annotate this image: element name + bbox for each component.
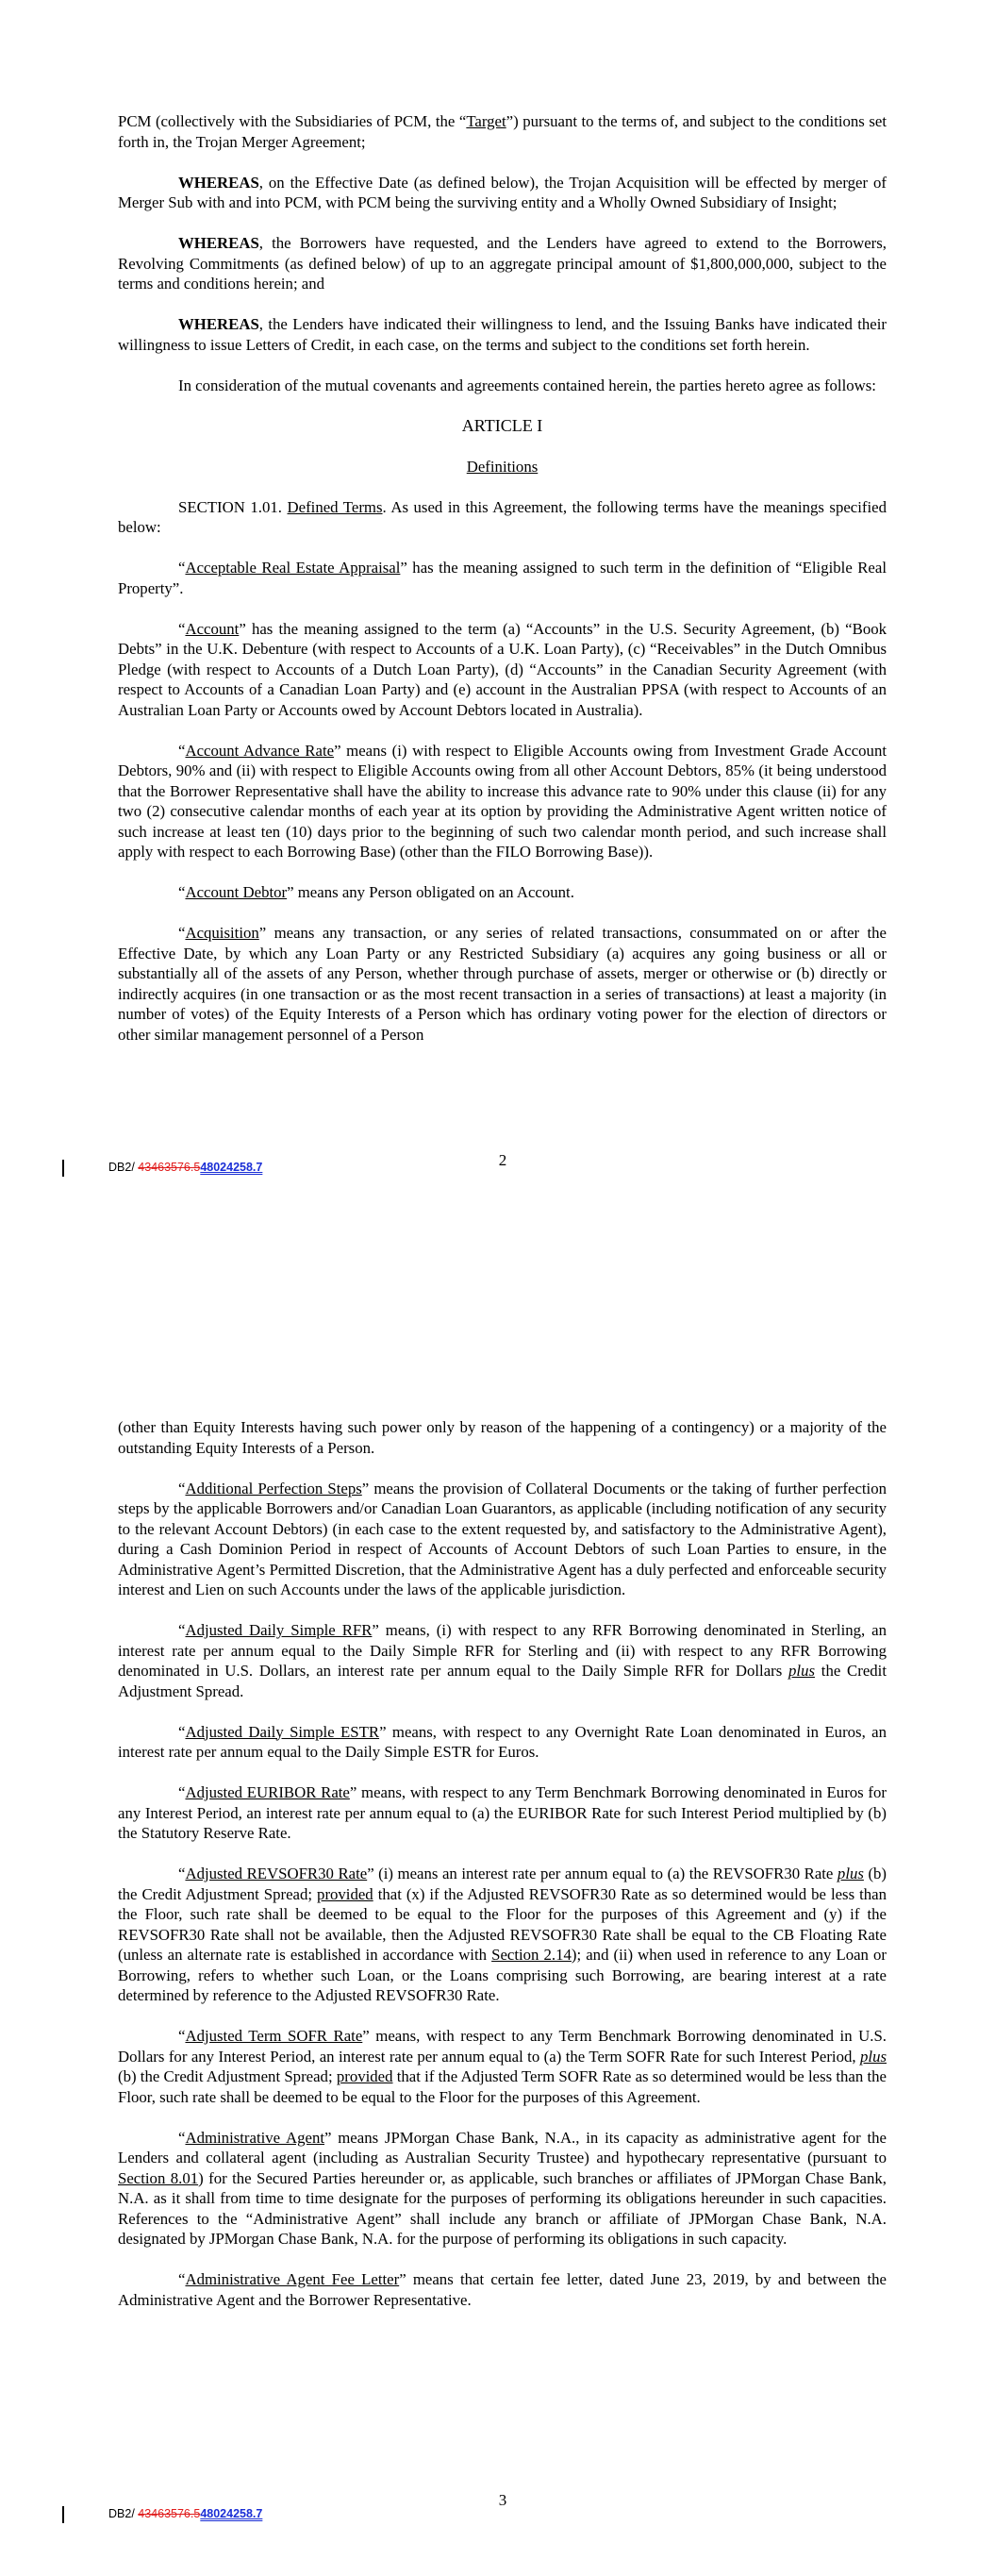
text-run: “: [178, 1865, 186, 1882]
text-run: ” means, with respect to any Overnight Rate Loan denominated in Euros, an interest rate per annum equal to the Daily Simple ESTR for Euros.: [118, 1722, 887, 1761]
paragraph: [118, 233, 887, 294]
text-run: “: [178, 924, 186, 942]
text-run: ” means, with respect to any Term Benchmark Borrowing denominated in Euros for any Interest Period, an interest rate per annum equal to (a) the EURIBOR Rate for such Interest Period multiplied by (b) the Statutory Reserve Rate.: [118, 1783, 887, 1842]
text-run: (other than Equity Interests having such power only by reason of the happening of a contingency) or a majority of the outstanding Equity Interests of a Person.: [118, 1418, 887, 1457]
paragraph: [118, 376, 887, 396]
text-run: PCM (collectively with the Subsidiaries of PCM, the “: [118, 112, 467, 130]
text-run: ” has the meaning assigned to such term in the definition of “Eligible Real Property”.: [118, 559, 887, 597]
defined-term: Administrative Agent: [185, 2128, 325, 2147]
paragraph: [118, 2269, 887, 2310]
text-run: ” means, with respect to any Term Benchmark Borrowing denominated in U.S. Dollars for any Interest Period, an interest rate per annum equal to (a) the Term SOFR Rate for such Interest Period,: [118, 2027, 887, 2066]
paragraph: [118, 1864, 887, 2006]
text-run: “: [178, 2128, 186, 2147]
paragraph: [118, 2026, 887, 2107]
text-run: ” means that certain fee letter, dated June 23, 2019, by and between the Administrative Agent and the Borrower Representative.: [118, 2270, 887, 2309]
defined-term: provided: [336, 2067, 393, 2085]
defined-term: Acquisition: [185, 924, 259, 942]
document-page: [0, 1297, 995, 2576]
defined-term: Target: [466, 112, 506, 130]
text-run: , the Lenders have indicated their willingness to lend, and the Issuing Banks have indicated their willingness to issue Letters of Credit, in each case, on the terms and subject to the conditions set forth herein.: [118, 315, 887, 354]
paragraph: [118, 619, 887, 721]
paragraph: [118, 173, 887, 213]
defined-term: Section 8.01: [118, 2168, 199, 2187]
defined-term: Defined Terms: [287, 497, 383, 516]
text-run: (b) the Credit Adjustment Spread;: [118, 1865, 887, 1903]
text-run: “: [178, 741, 186, 760]
change-bar: [62, 2506, 64, 2523]
doc-id-prefix: DB2/: [108, 2507, 139, 2520]
text-run: “: [178, 1479, 186, 1497]
doc-id-deleted: 43463576.5: [138, 1161, 201, 1174]
paragraph: [118, 923, 887, 1045]
text-run: “: [178, 883, 186, 901]
text-run: ”) pursuant to the terms of, and subject to the conditions set forth in, the Trojan Merger Agreement;: [118, 112, 887, 151]
text-run: ) for the Secured Parties hereunder or, as applicable, such branches or affiliates of JPMorgan Chase Bank, N.A. as it shall from time to time designate for the purposes of performing its obligations hereunder in such capacities. References to the “Administrative Agent” shall include any branch or affiliate of JPMorgan Chase Bank, N.A. designated by JPMorgan Chase Bank, N.A. for the purpose of performing its obligations in such capacity.: [118, 2168, 887, 2248]
paragraph: [118, 1620, 887, 1701]
text-run: “: [178, 1783, 186, 1801]
paragraph: [118, 741, 887, 862]
text-run: ” means, (i) with respect to any RFR Borrowing denominated in Sterling, an interest rate per annum equal to the Daily Simple RFR for Sterling and (ii) with respect to any RFR Borrowing denominated in U.S. Dollars, an interest rate per annum equal to the Daily Simple RFR for Dollars: [118, 1621, 887, 1680]
text-run: the Credit Adjustment Spread.: [118, 1662, 887, 1700]
text-run: ” means (i) with respect to Eligible Accounts owing from Investment Grade Account Debtors, 90% and (ii) with respect to Eligible Accounts owing from all other Account Debtors, 85% (it being understood that the Borrower Representative shall have the ability to increase this advance rate to 90% under this clause (ii) for any two (2) consecutive calendar months of each year at its option by providing the Administrative Agent written notice of such increase at least ten (10) days prior to the beginning of such two calendar month period, and such increase shall apply with respect to each Borrowing Base) (other than the FILO Borrowing Base)).: [118, 741, 887, 861]
defined-term: Adjusted Daily Simple ESTR: [185, 1722, 380, 1741]
page-number: 2: [498, 1151, 507, 1169]
paragraph: [118, 1479, 887, 1600]
doc-id-deleted: 43463576.5: [138, 2507, 201, 2520]
defined-term: Definitions: [466, 457, 539, 476]
paragraph: [118, 497, 887, 538]
text-run: ” has the meaning assigned to the term (a) “Accounts” in the U.S. Security Agreement, (b) “Book Debts” in the U.K. Debenture (with respect to Accounts of a U.K. Loan Party), (c) “Receivables” in the Dutch Omnibus Pledge (with respect to Accounts of a Dutch Loan Party), (d) “Accounts” in the Canadian Security Agreement (with respect to Accounts of a Canadian Loan Party) and (e) account in the Australian PPSA (with respect to Accounts of an Australian Loan Party or Accounts owed by Account Debtors located in Australia).: [118, 619, 887, 719]
text-run: that (x) if the Adjusted REVSOFR30 Rate as so determined would be less than the Floor, such rate shall be deemed to be equal to the Floor for the purposes of this Agreement and (y) if the REVSOFR30 Rate shall not be available, then the Adjusted REVSOFR30 Rate shall be equal to the CB Floating Rate (unless an alternate rate is established in accordance with: [118, 1884, 887, 1964]
section-heading: [118, 457, 887, 477]
paragraph: [118, 111, 887, 152]
text-run: “: [178, 2270, 186, 2288]
text-run: ” means any transaction, or any series of related transactions, consummated on or after the Effective Date, by which any Loan Party or any Restricted Subsidiary (a) acquires any going business or all or substantially all of the assets of any Person, whether through purchase of assets, merger or otherwise or (b) directly or indirectly acquires (in one transaction or as the most recent transaction in a series of transactions) at least a majority (in number of votes) of the Equity Interests of a Person which has ordinary voting power for the election of directors or other similar management personnel of a Person: [118, 924, 887, 1044]
defined-term: Adjusted REVSOFR30 Rate: [185, 1865, 368, 1882]
defined-term: Administrative Agent Fee Letter: [185, 2270, 400, 2288]
text-run: “: [178, 1621, 186, 1639]
page-body: [118, 111, 887, 1065]
paragraph: [118, 1722, 887, 1763]
text-run: ARTICLE I: [461, 415, 543, 435]
text-run: ” means JPMorgan Chase Bank, N.A., in its capacity as administrative agent for the Lenders and collateral agent (including as Australian Security Trustee) and hypothecary representative (pursuant to: [118, 2128, 887, 2166]
article-heading: [118, 416, 887, 437]
paragraph: [118, 882, 887, 903]
defined-term: plus: [788, 1662, 816, 1680]
defined-term: Acceptable Real Estate Appraisal: [185, 559, 401, 577]
text-run: “: [178, 2027, 186, 2045]
defined-term: Account Advance Rate: [185, 741, 335, 760]
text-run: ” means any Person obligated on an Account.: [287, 883, 574, 901]
text-run: “: [178, 1722, 186, 1741]
paragraph: [118, 314, 887, 355]
change-bar: [62, 1160, 64, 1177]
defined-term: plus: [837, 1865, 864, 1882]
text-run: ); and (ii) when used in reference to any Loan or Borrowing, refers to whether such Loan, or the Loans comprising such Borrowing, are bearing interest at a rate determined by reference to the Adjusted REVSOFR30 Rate.: [118, 1946, 887, 2004]
text-run: WHEREAS: [178, 315, 259, 333]
defined-term: Section 2.14: [491, 1946, 572, 1964]
text-run: In consideration of the mutual covenants and agreements contained herein, the parties hereto agree as follows:: [178, 376, 876, 394]
text-run: (b) the Credit Adjustment Spread;: [118, 2067, 337, 2085]
text-run: ” (i) means an interest rate per annum equal to (a) the REVSOFR30 Rate: [367, 1865, 837, 1882]
defined-term: Adjusted Daily Simple RFR: [185, 1621, 373, 1639]
defined-term: Additional Perfection Steps: [185, 1479, 362, 1497]
defined-term: Adjusted EURIBOR Rate: [185, 1783, 350, 1801]
defined-term: Account: [185, 619, 240, 638]
page-body: [118, 1417, 887, 2331]
doc-id-inserted: 48024258.7: [200, 1161, 263, 1174]
text-run: ” means the provision of Collateral Documents or the taking of further perfection steps by the applicable Borrowers and/or Canadian Loan Guarantors, as applicable (including notification of any security to the relevant Account Debtors) (in each case to the extent requested by, and satisfactory to the Administrative Agent), during a Cash Dominion Period in respect of Accounts of Account Debtors of such Loan Parties to ensure, in the Administrative Agent’s Permitted Discretion, that the Administrative Agent has a duly perfected and enforceable security interest and Lien on such Accounts under the laws of the applicable jurisdiction.: [118, 1479, 887, 1598]
document-id: [108, 1161, 262, 1174]
text-run: WHEREAS: [178, 234, 259, 252]
doc-id-prefix: DB2/: [108, 1161, 139, 1174]
document-id: [108, 2507, 262, 2520]
paragraph: [118, 2128, 887, 2250]
paragraph: [118, 558, 887, 598]
text-run: that if the Adjusted Term SOFR Rate as so determined would be less than the Floor, such rate shall be deemed to be equal to the Floor for the purposes of this Agreement.: [118, 2067, 887, 2106]
paragraph: [118, 1417, 887, 1458]
text-run: “: [178, 559, 186, 577]
defined-term: plus: [860, 2047, 887, 2066]
page-number: 3: [498, 2491, 507, 2509]
text-run: , on the Effective Date (as defined below), the Trojan Acquisition will be effected by merger of Merger Sub with and into PCM, with PCM being the surviving entity and a Wholly Owned Subsidiary of Insight;: [118, 173, 887, 211]
text-run: , the Borrowers have requested, and the Lenders have agreed to extend to the Borrowers, Revolving Commitments (as defined below) of up to an aggregate principal amount of $1,800,000,000, subject to the terms and conditions herein; and: [118, 234, 887, 293]
defined-term: Adjusted Term SOFR Rate: [185, 2027, 363, 2045]
defined-term: provided: [317, 1884, 373, 1903]
text-run: SECTION 1.01.: [178, 497, 288, 516]
defined-term: Account Debtor: [185, 883, 288, 901]
doc-id-inserted: 48024258.7: [200, 2507, 263, 2520]
text-run: . As used in this Agreement, the following terms have the meanings specified below:: [118, 497, 887, 536]
text-run: “: [178, 619, 186, 638]
text-run: WHEREAS: [178, 173, 259, 192]
paragraph: [118, 1782, 887, 1844]
